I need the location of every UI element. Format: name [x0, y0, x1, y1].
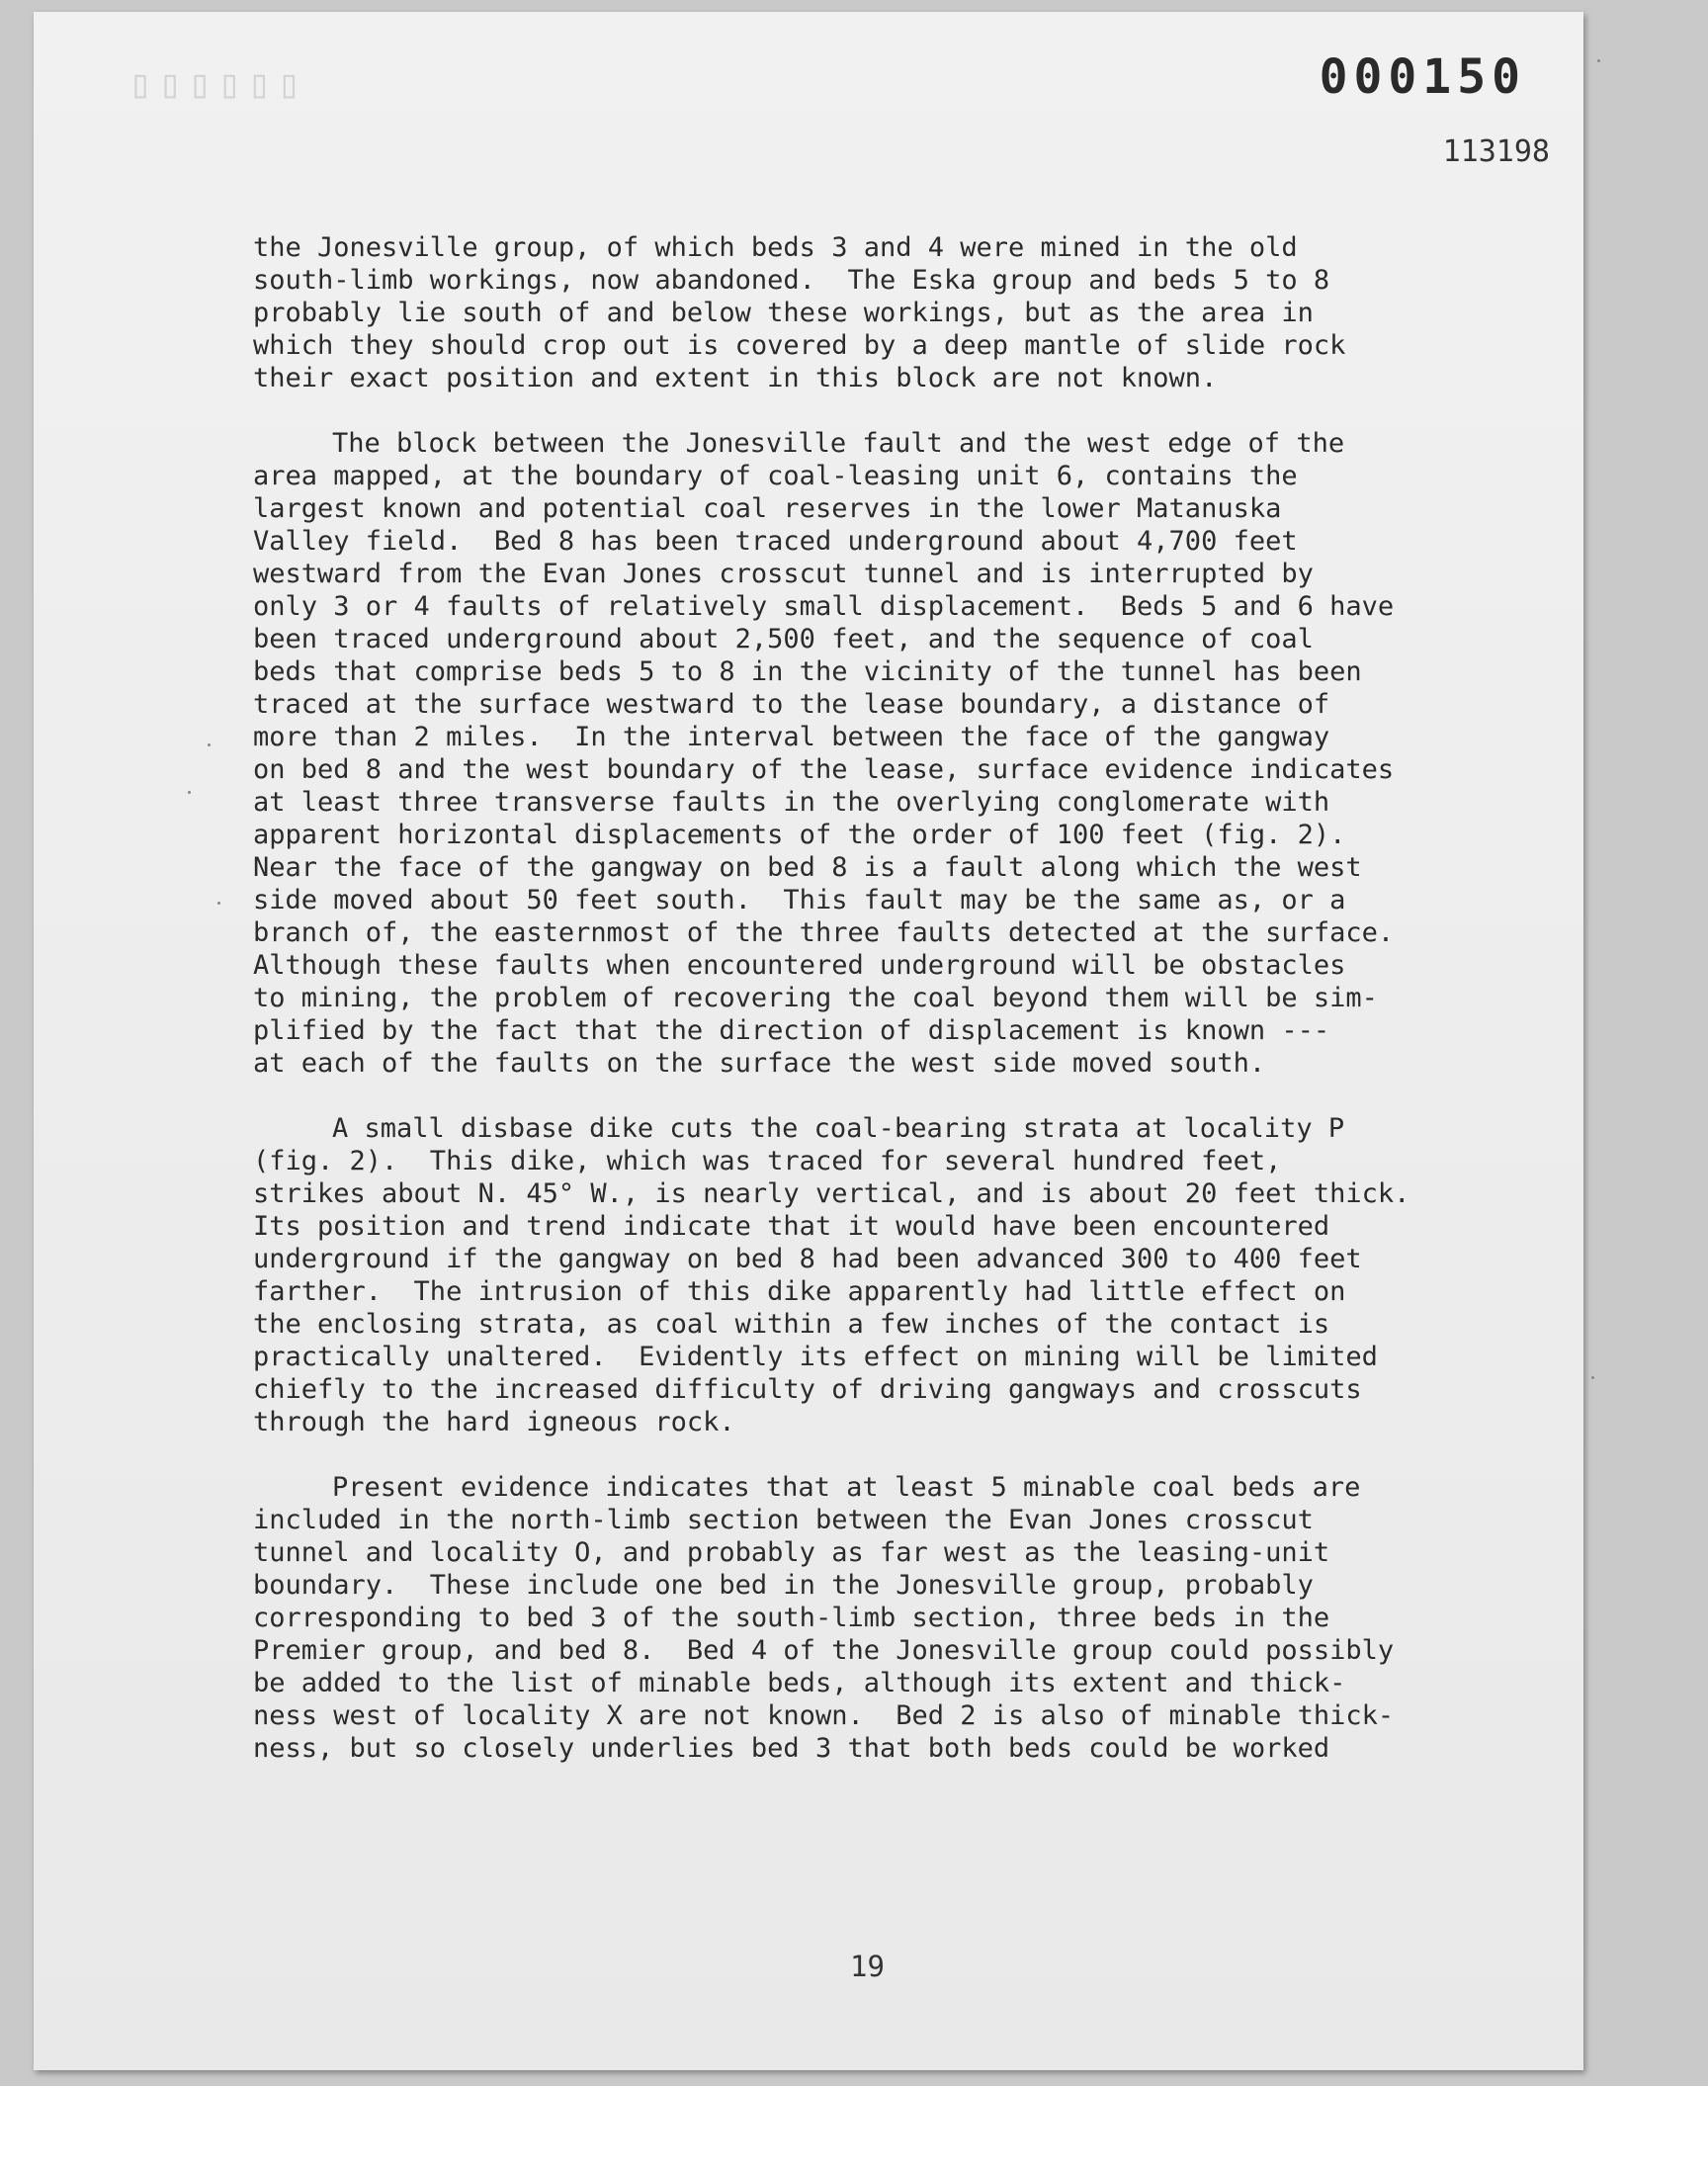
paragraph-p2: [253, 427, 1469, 1080]
paragraph-p3: [253, 1112, 1469, 1438]
text-line: corresponding to bed 3 of the south-limb section, three beds in the: [253, 1603, 1330, 1633]
text-line: chiefly to the increased difficulty of driving gangways and crosscuts: [253, 1374, 1362, 1405]
text-line: on bed 8 and the west boundary of the lease, surface evidence indicates: [253, 754, 1395, 785]
text-line: area mapped, at the boundary of coal-leasing unit 6, contains the: [253, 461, 1298, 491]
document-body: [253, 231, 1469, 1797]
text-line: probably lie south of and below these workings, but as the area in: [253, 298, 1314, 328]
text-line: been traced underground about 2,500 feet, and the sequence of coal: [253, 624, 1314, 654]
text-line: tunnel and locality O, and probably as far west as the leasing-unit: [253, 1537, 1330, 1568]
text-line: at least three transverse faults in the overlying conglomerate with: [253, 787, 1330, 818]
paragraph-p4: [253, 1471, 1469, 1765]
text-line: Near the face of the gangway on bed 8 is a fault along which the west: [253, 852, 1362, 883]
text-line: Present evidence indicates that at least 5 minable coal beds are: [332, 1472, 1361, 1503]
text-line: beds that comprise beds 5 to 8 in the vicinity of the tunnel has been: [253, 656, 1362, 687]
page-number: 19: [850, 1950, 885, 1983]
document-number: 113198: [1442, 134, 1550, 169]
text-line: practically unaltered. Evidently its effect on mining will be limited: [253, 1342, 1378, 1372]
text-line: largest known and potential coal reserves in the lower Matanuska: [253, 493, 1282, 524]
text-line: A small disbase dike cuts the coal-bearing strata at locality P: [332, 1113, 1345, 1144]
text-line: Although these faults when encountered underground will be obstacles: [253, 950, 1346, 981]
scan-speck: [1597, 59, 1600, 62]
text-line: underground if the gangway on bed 8 had been advanced 300 to 400 feet: [253, 1244, 1362, 1274]
text-line: which they should crop out is covered by a deep mantle of slide rock: [253, 330, 1346, 361]
text-line: the enclosing strata, as coal within a few inches of the contact is: [253, 1309, 1330, 1340]
scan-speck: [1591, 1376, 1594, 1379]
text-line: more than 2 miles. In the interval between the face of the gangway: [253, 722, 1330, 752]
text-line: through the hard igneous rock.: [253, 1407, 735, 1437]
text-line: to mining, the problem of recovering the coal beyond them will be sim-: [253, 983, 1378, 1013]
text-line: side moved about 50 feet south. This fault may be the same as, or a: [253, 885, 1346, 915]
bleed-through-mark: ▯▯▯▯▯▯: [128, 61, 307, 107]
text-line: apparent horizontal displacements of the order of 100 feet (fig. 2).: [253, 820, 1346, 850]
text-line: at each of the faults on the surface the west side moved south.: [253, 1048, 1266, 1079]
text-line: be added to the list of minable beds, although its extent and thick-: [253, 1668, 1346, 1698]
text-line: only 3 or 4 faults of relatively small displacement. Beds 5 and 6 have: [253, 591, 1395, 622]
text-line: strikes about N. 45° W., is nearly vertical, and is about 20 feet thick.: [253, 1178, 1410, 1209]
text-line: boundary. These include one bed in the Jonesville group, probably: [253, 1570, 1314, 1601]
text-line: (fig. 2). This dike, which was traced for several hundred feet,: [253, 1146, 1282, 1176]
stamp-number: 000150: [1319, 49, 1526, 105]
text-line: plified by the fact that the direction of displacement is known ---: [253, 1015, 1330, 1046]
scan-speck: [188, 791, 191, 794]
scan-speck: [208, 743, 211, 746]
text-line: Valley field. Bed 8 has been traced underground about 4,700 feet: [253, 526, 1298, 557]
text-line: ness west of locality X are not known. Bed 2 is also of minable thick-: [253, 1700, 1395, 1731]
text-line: farther. The intrusion of this dike apparently had little effect on: [253, 1276, 1346, 1307]
text-line: traced at the surface westward to the lease boundary, a distance of: [253, 689, 1330, 720]
text-line: ness, but so closely underlies bed 3 that both beds could be worked: [253, 1733, 1330, 1764]
text-line: Its position and trend indicate that it would have been encountered: [253, 1211, 1330, 1242]
text-line: the Jonesville group, of which beds 3 and 4 were mined in the old: [253, 232, 1298, 263]
text-line: Premier group, and bed 8. Bed 4 of the Jonesville group could possibly: [253, 1635, 1395, 1666]
text-line: westward from the Evan Jones crosscut tunnel and is interrupted by: [253, 559, 1314, 589]
text-line: The block between the Jonesville fault and the west edge of the: [332, 428, 1345, 459]
paragraph-p1: [253, 231, 1469, 394]
text-line: branch of, the easternmost of the three faults detected at the surface.: [253, 917, 1395, 948]
scan-speck: [217, 902, 220, 905]
text-line: south-limb workings, now abandoned. The Eska group and beds 5 to 8: [253, 265, 1330, 296]
document-page: [34, 12, 1583, 2070]
text-line: their exact position and extent in this block are not known.: [253, 363, 1218, 393]
text-line: included in the north-limb section between the Evan Jones crosscut: [253, 1505, 1314, 1535]
